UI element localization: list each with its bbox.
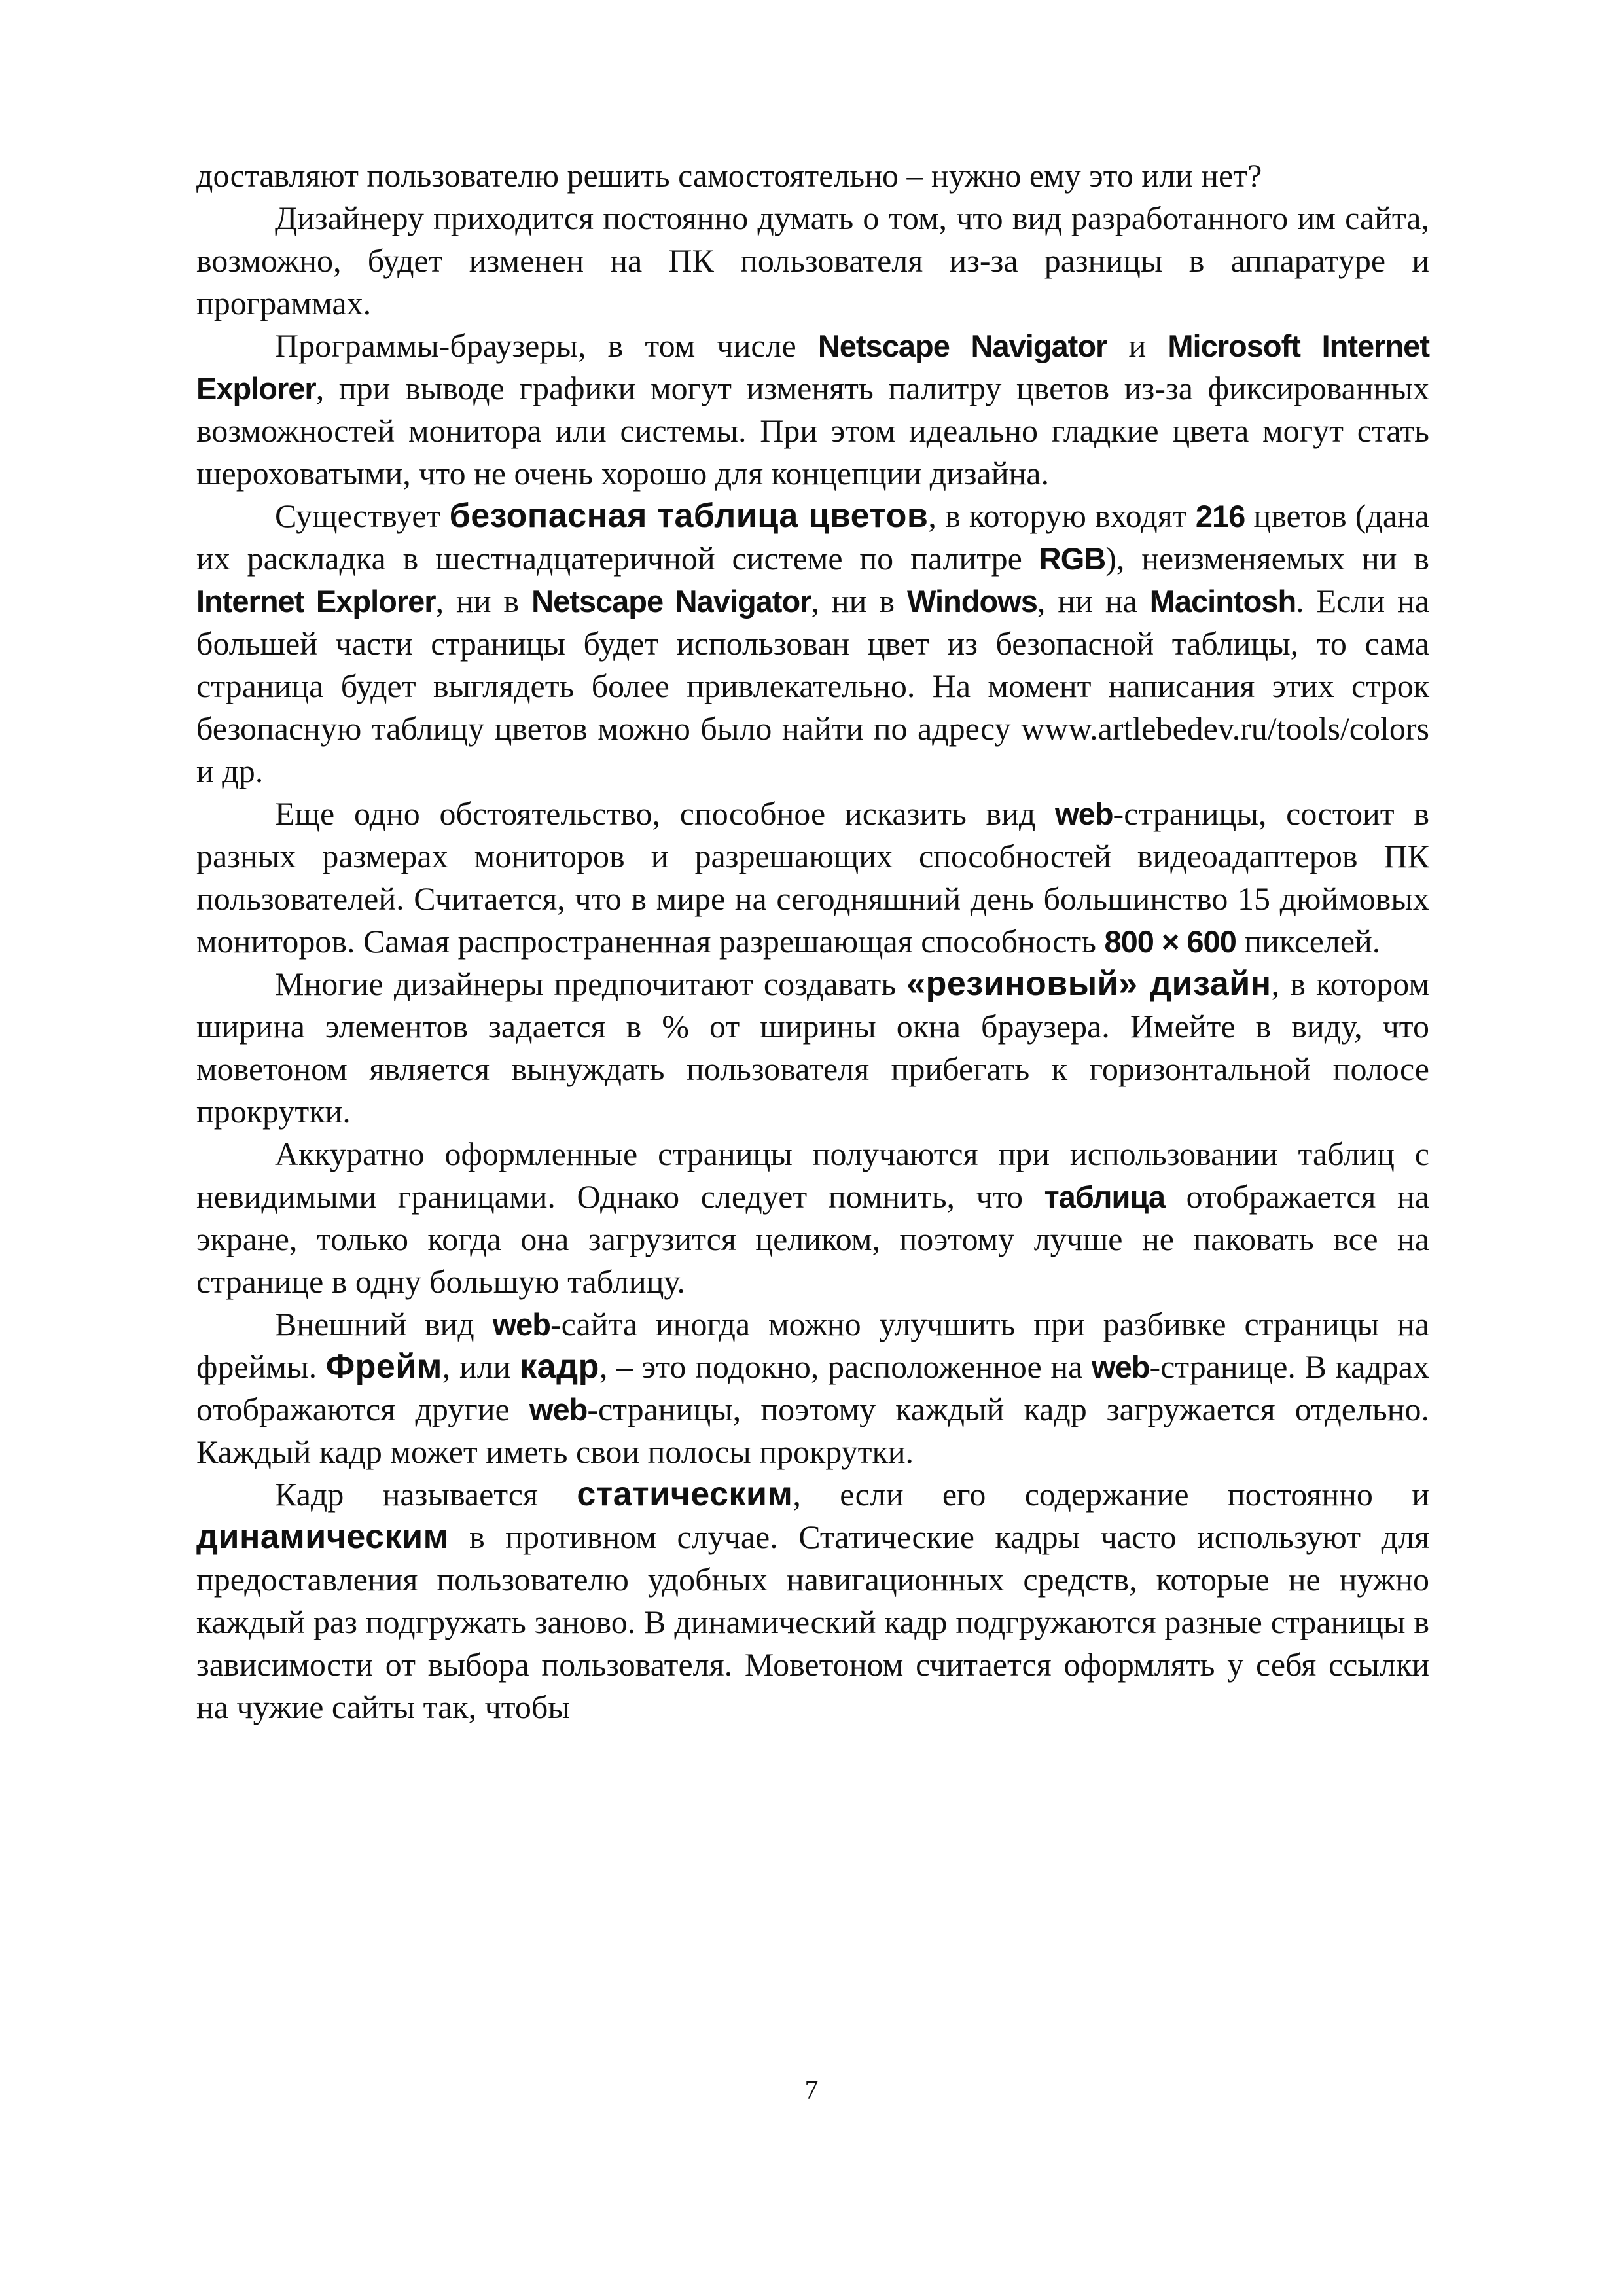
paragraph-7 bbox=[196, 1303, 1429, 1473]
emphasis-term: безопасная таблица цветов bbox=[449, 497, 929, 535]
text-run: , ни на bbox=[1037, 583, 1150, 619]
text-run: Еще одно обстоятельство, способное исказить вид bbox=[275, 795, 1056, 832]
paragraph-0 bbox=[196, 154, 1429, 197]
text-run: -страницы, состоит в разных размерах мониторов и разрешающих способностей видеоадаптеров ПК пользователей. Считается, что в мире на сегодняшний день большинство 15 дюймовых мониторов. Самая распространенная разрешающая способность bbox=[196, 795, 1429, 960]
text-run: Аккуратно оформленные страницы получаются при использовании таблиц с невидимыми границами. Однако следует помнить, что bbox=[196, 1136, 1429, 1215]
text-run: , – это подокно, расположенное на bbox=[599, 1348, 1092, 1385]
text-run: ), неизменяемых ни в bbox=[1105, 540, 1429, 577]
paragraph-6 bbox=[196, 1133, 1429, 1303]
page-number: 7 bbox=[804, 2075, 819, 2106]
text-run: отображается на экране, только когда она загрузится целиком, поэтому лучше не паковать все на странице в одну большую таблицу. bbox=[196, 1178, 1429, 1300]
emphasis-term: Microsoft Internet Explorer bbox=[196, 329, 1429, 406]
text-run: . Если на большей части страницы будет использован цвет из безопасной таблицы, то сама страница будет выглядеть более привлекательно. На момент написания этих строк безопасную таблицу цветов можно было найти по адресу www.artlebedev.ru/tools/colors и др. bbox=[196, 583, 1430, 789]
text-run: -сайта иногда можно улучшить при разбивке страницы на фреймы. bbox=[196, 1306, 1429, 1385]
emphasis-term: Macintosh bbox=[1149, 584, 1296, 619]
emphasis-term: Windows bbox=[907, 584, 1037, 619]
emphasis-term: web bbox=[492, 1307, 551, 1342]
emphasis-term: динамическим bbox=[196, 1518, 449, 1556]
emphasis-term: «резиновый» дизайн bbox=[906, 965, 1272, 1003]
text-run: в противном случае. Статические кадры часто используют для предоставления пользователю удобных навигационных средств, которые не нужно каждый раз подгружать заново. В динамический кадр подгружаются разные страницы в зависимости от выбора пользователя. Моветоном считается оформлять у себя ссылки на чужие сайты так, чтобы bbox=[196, 1518, 1429, 1725]
emphasis-term: web bbox=[529, 1392, 588, 1427]
emphasis-term: 216 bbox=[1195, 499, 1245, 533]
paragraph-1 bbox=[196, 197, 1429, 325]
text-run: , ни в bbox=[435, 583, 532, 619]
text-run: Дизайнеру приходится постоянно думать о том, что вид разработанного им сайта, возможно, будет изменен на ПК пользователя из-за разницы в аппаратуре и программах. bbox=[196, 200, 1429, 321]
text-run: Существует bbox=[275, 497, 450, 534]
text-run: -странице. В кадрах отображаются другие bbox=[196, 1348, 1429, 1427]
paragraph-8 bbox=[196, 1473, 1429, 1729]
text-run: , если его содержание постоянно и bbox=[793, 1476, 1429, 1513]
emphasis-term: web bbox=[1092, 1350, 1150, 1384]
text-run: , в котором ширина элементов задается в % от ширины окна браузера. Имейте в виду, что моветоном является вынуждать пользователя прибегать к горизонтальной полосе прокрутки. bbox=[196, 965, 1429, 1130]
paragraph-4 bbox=[196, 793, 1429, 963]
emphasis-term: Netscape Navigator bbox=[817, 329, 1107, 363]
text-run: цветов (дана их раскладка в шестнадцатеричной системе по палитре bbox=[196, 497, 1429, 577]
text-run: -страницы, поэтому каждый кадр загружается отдельно. Каждый кадр может иметь свои полосы прокрутки. bbox=[196, 1391, 1429, 1470]
emphasis-term: кадр bbox=[520, 1348, 599, 1386]
paragraph-3 bbox=[196, 495, 1429, 793]
emphasis-term: RGB bbox=[1039, 541, 1106, 576]
emphasis-term: статическим bbox=[577, 1475, 793, 1513]
emphasis-term: web bbox=[1055, 797, 1113, 831]
text-run: , при выводе графики могут изменять палитру цветов из-за фиксированных возможностей монитора или системы. При этом идеально гладкие цвета могут стать шероховатыми, что не очень хорошо для концепции дизайна. bbox=[196, 370, 1429, 492]
text-run: пикселей. bbox=[1236, 923, 1381, 960]
text-run: и bbox=[1107, 327, 1168, 364]
emphasis-term: Netscape Navigator bbox=[531, 584, 812, 619]
paragraph-5 bbox=[196, 963, 1429, 1133]
text-run: доставляют пользователю решить самостоятельно – нужно ему это или нет? bbox=[196, 157, 1262, 194]
emphasis-term: 800 × 600 bbox=[1104, 924, 1236, 959]
paragraph-2 bbox=[196, 325, 1429, 495]
page-body bbox=[196, 154, 1429, 1729]
text-run: Внешний вид bbox=[275, 1306, 493, 1342]
text-run: Кадр называется bbox=[275, 1476, 577, 1513]
emphasis-term: таблица bbox=[1044, 1179, 1165, 1214]
text-run: , или bbox=[442, 1348, 520, 1385]
text-run: Программы-браузеры, в том числе bbox=[275, 327, 818, 364]
text-run: , ни в bbox=[811, 583, 908, 619]
emphasis-term: Internet Explorer bbox=[196, 584, 436, 619]
emphasis-term: Фрейм bbox=[325, 1348, 442, 1386]
text-run: Многие дизайнеры предпочитают создавать bbox=[275, 965, 907, 1002]
text-run: , в которую входят bbox=[928, 497, 1196, 534]
